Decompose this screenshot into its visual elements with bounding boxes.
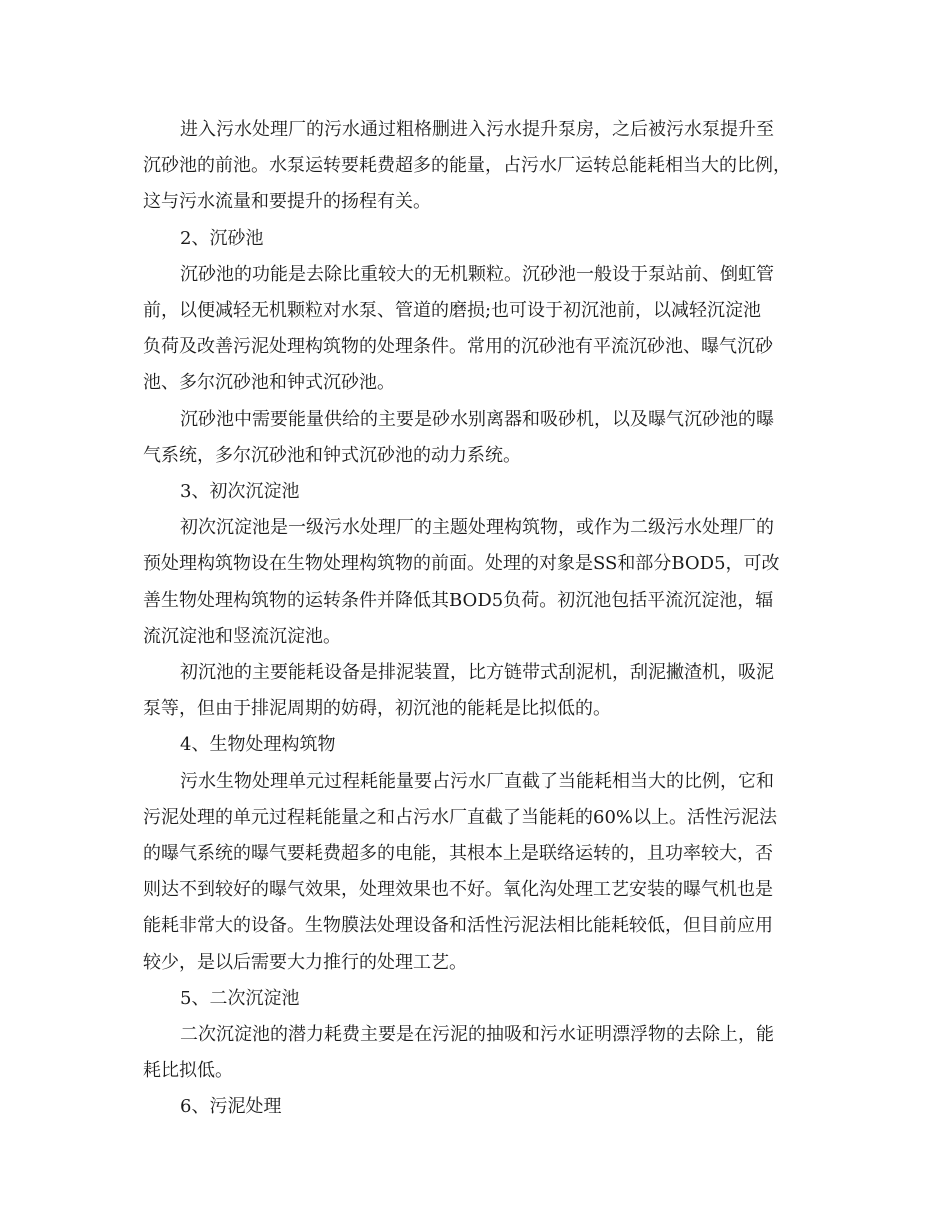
text-line: 二次沉淀池的潜力耗费主要是在污泥的抽吸和污水证明漂浮物的去除上，能 [180,1024,774,1046]
paragraph-primary-function [143,510,813,655]
section-heading-sludge-treatment [143,1089,813,1125]
document-body [143,112,813,1126]
paragraph-intro [143,112,813,221]
heading-text: 4、生物处理构筑物 [180,734,336,756]
text-line: 初沉池的主要能耗设备是排泥装置，比方链带式刮泥机，刮泥撇渣机，吸泥 [180,662,774,684]
heading-text: 3、初次沉淀池 [180,481,300,503]
text-line: 善生物处理构筑物的运转条件并降低其BOD5负荷。初沉池包括平流沉淀池，辐 [143,589,774,611]
text-line: 流沉淀池和竖流沉淀池。 [143,625,341,647]
paragraph-biological-energy [143,764,813,981]
text-line: 耗比拟低。 [143,1060,233,1082]
heading-text: 5、二次沉淀池 [180,987,300,1009]
text-line: 沉砂池的前池。水泵运转要耗费超多的能量，占污水厂运转总能耗相当大的比例， [143,155,791,177]
text-line: 预处理构筑物设在生物处理构筑物的前面。处理的对象是SS和部分BOD5，可改 [143,553,780,575]
text-line: 的曝气系统的曝气要耗费超多的电能，其根本上是联络运转的，且功率较大，否 [143,843,773,865]
paragraph-primary-energy [143,655,813,727]
paragraph-secondary-energy [143,1017,813,1089]
text-line: 泵等，但由于排泥周期的妨碍，初沉池的能耗是比拟低的。 [143,698,611,720]
text-line: 沉砂池中需要能量供给的主要是砂水别离器和吸砂机，以及曝气沉砂池的曝 [180,408,774,430]
text-line: 气系统，多尔沉砂池和钟式沉砂池的动力系统。 [143,444,521,466]
heading-text: 2、沉砂池 [180,227,264,249]
text-line: 初次沉淀池是一级污水处理厂的主题处理构筑物，或作为二级污水处理厂的 [180,517,774,539]
text-line: 进入污水处理厂的污水通过粗格删进入污水提升泵房，之后被污水泵提升至 [180,119,774,140]
section-heading-primary-clarifier [143,474,813,510]
text-line: 这与污水流量和要提升的扬程有关。 [143,191,431,213]
text-line: 污泥处理的单元过程耗能量之和占污水厂直截了当能耗的60%以上。活性污泥法 [143,806,778,828]
text-line: 则达不到较好的曝气效果，处理效果也不好。氧化沟处理工艺安装的曝气机也是 [143,879,773,901]
text-line: 较少，是以后需要大力推行的处理工艺。 [143,951,467,973]
text-line: 池、多尔沉砂池和钟式沉砂池。 [143,372,395,394]
text-line: 能耗非常大的设备。生物膜法处理设备和活性污泥法相比能耗较低，但目前应用 [143,915,773,937]
text-line: 沉砂池的功能是去除比重较大的无机颗粒。沉砂池一般设于泵站前、倒虹管 [180,263,774,285]
section-heading-grit-chamber [143,221,813,257]
section-heading-secondary-clarifier [143,981,813,1017]
text-line: 前，以便减轻无机颗粒对水泵、管道的磨损;也可设于初沉池前，以减轻沉淀池 [143,300,762,322]
heading-text: 6、污泥处理 [180,1096,282,1118]
section-heading-biological-treatment [143,727,813,763]
text-line: 污水生物处理单元过程耗能量要占污水厂直截了当能耗相当大的比例，它和 [180,770,774,792]
paragraph-grit-function [143,257,813,402]
paragraph-grit-energy [143,402,813,474]
text-line: 负荷及改善污泥处理构筑物的处理条件。常用的沉砂池有平流沉砂池、曝气沉砂 [143,336,773,358]
